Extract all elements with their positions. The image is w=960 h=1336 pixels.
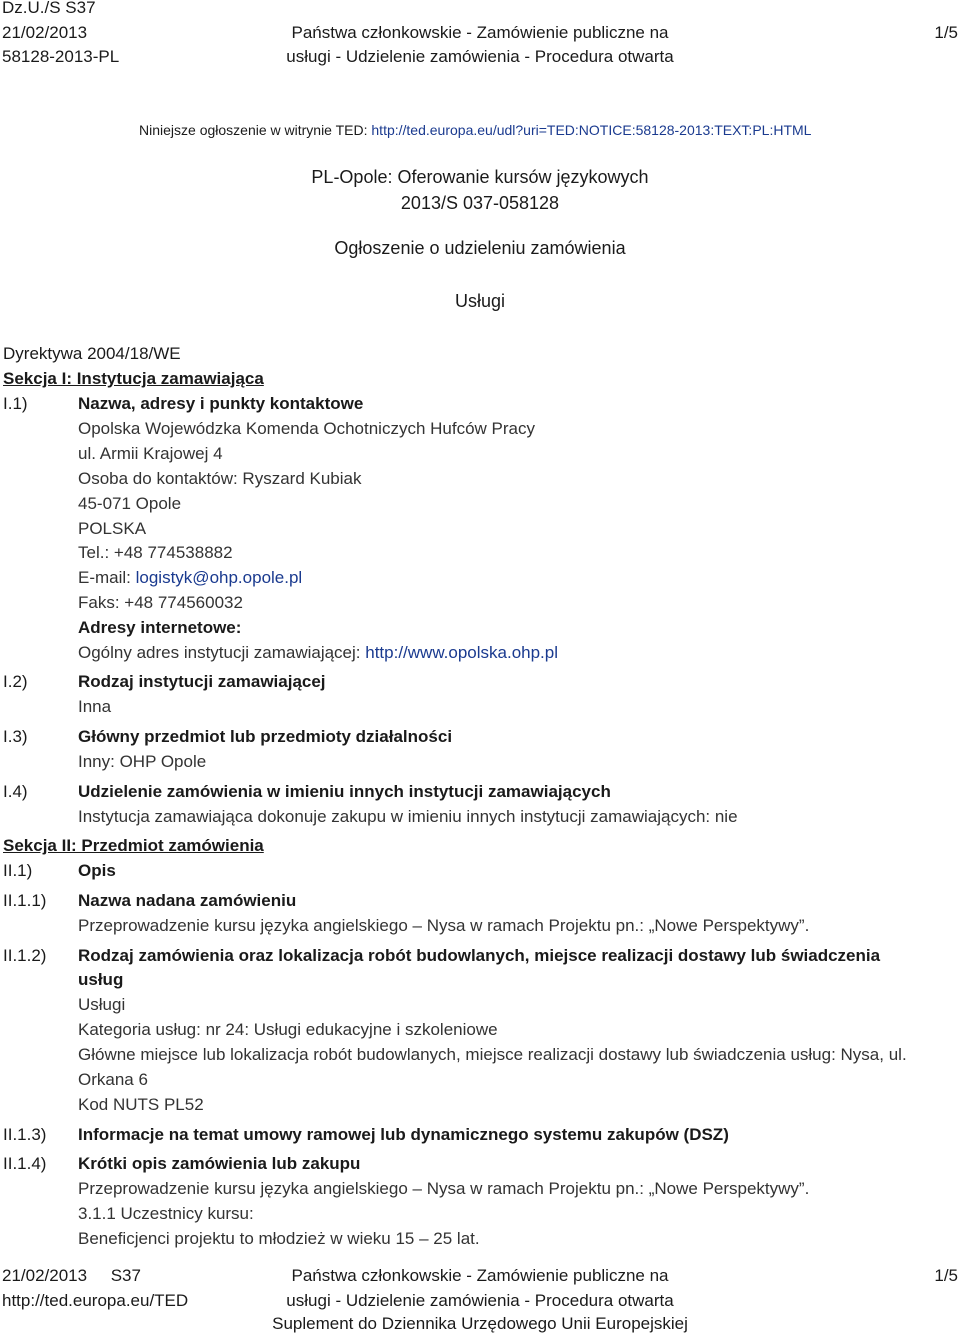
ii1-number: II.1) [3,861,33,880]
ii12-number: II.1.2) [3,946,47,965]
i1-number: I.1) [3,394,28,413]
authority-web-line [78,643,558,663]
header-notice-id: 58128-2013-PL [2,47,120,66]
i3-number: I.3) [3,727,28,746]
authority-country: POLSKA [78,519,147,538]
ii1-title: Opis [78,861,116,880]
authority-tel: Tel.: +48 774538882 [78,543,233,562]
ii12-title-line1: Rodzaj zamówienia oraz lokalizacja robót budowlanych, miejsce realizacji dostawy lub świadczenia [78,946,881,965]
authority-contact: Osoba do kontaktów: Ryszard Kubiak [78,469,362,488]
ii13-number: II.1.3) [3,1125,47,1144]
email-label: E-mail: [78,568,136,587]
ii11-number: II.1.1) [3,891,47,910]
ii12-location-line1: Główne miejsce lub lokalizacja robót budowlanych, miejsce realizacji dostawy lub świadczenia usług: Nysa, ul. [78,1045,907,1064]
footer-title-line2: usługi - Udzielenie zamówienia - Procedura otwarta [286,1291,674,1310]
ii12-nuts: Kod NUTS PL52 [78,1095,204,1114]
ted-notice-link[interactable]: http://ted.europa.eu/udl?uri=TED:NOTICE:58128-2013:TEXT:PL:HTML [371,122,812,138]
ii14-line3: Beneficjenci projektu to młodzież w wieku 15 – 25 lat. [78,1229,480,1248]
i4-title: Udzielenie zamówienia w imieniu innych instytucji zamawiających [78,782,611,801]
header-title-line2: usługi - Udzielenie zamówienia - Procedura otwarta [286,47,674,66]
web-label: Ogólny adres instytucji zamawiającej: [78,643,366,662]
ii11-title: Nazwa nadana zamówieniu [78,891,297,910]
ii13-title: Informacje na temat umowy ramowej lub dynamicznego systemu zakupów (DSZ) [78,1125,729,1144]
ii12-type: Usługi [78,995,126,1014]
authority-fax: Faks: +48 774560032 [78,593,243,612]
notice-category: Usługi [454,291,506,311]
ii12-location-line2: Orkana 6 [78,1070,148,1089]
intro-line [139,122,811,138]
i4-value: Instytucja zamawiająca dokonuje zakupu w imieniu innych instytucji zamawiających: nie [78,807,738,826]
notice-number: 2013/S 037-058128 [400,193,560,213]
i2-value: Inna [78,697,112,716]
footer-date-issue: 21/02/2013 S37 [2,1266,141,1285]
section-1-heading: Sekcja I: Instytucja zamawiająca [3,369,264,388]
header-journal: Dz.U./S S37 [2,0,96,17]
authority-name: Opolska Wojewódzka Komenda Ochotniczych Hufców Pracy [78,419,535,438]
i2-number: I.2) [3,672,28,691]
footer-title-line3: Suplement do Dziennika Urzędowego Unii Europejskiej [272,1314,688,1333]
ii14-line2: 3.1.1 Uczestnicy kursu: [78,1204,254,1223]
section-2-heading: Sekcja II: Przedmiot zamówienia [3,836,264,855]
i4-number: I.4) [3,782,28,801]
directive: Dyrektywa 2004/18/WE [3,344,181,363]
footer-page: 1/5 [934,1266,958,1285]
authority-street: ul. Armii Krajowej 4 [78,444,223,463]
email-link[interactable]: logistyk@ohp.opole.pl [135,568,303,587]
footer-title-line1: Państwa członkowskie - Zamówienie publiczne na [291,1266,669,1285]
i1-title: Nazwa, adresy i punkty kontaktowe [78,394,364,413]
ii12-category: Kategoria usług: nr 24: Usługi edukacyjne i szkoleniowe [78,1020,498,1039]
ii14-line1: Przeprowadzenie kursu języka angielskiego – Nysa w ramach Projektu pn.: „Nowe Perspektywy”. [78,1179,810,1198]
authority-city: 45-071 Opole [78,494,182,513]
notice-type: Ogłoszenie o udzieleniu zamówienia [334,238,626,258]
header-title-line1: Państwa członkowskie - Zamówienie publiczne na [291,23,669,42]
web-link[interactable]: http://www.opolska.ohp.pl [365,643,559,662]
web-heading: Adresy internetowe: [78,618,242,637]
intro-prefix: Niniejsze ogłoszenie w witrynie TED: [139,122,372,138]
ii12-title-line2: usług [78,970,124,989]
notice-title: PL-Opole: Oferowanie kursów językowych [311,167,649,187]
footer-url: http://ted.europa.eu/TED [2,1291,189,1310]
i3-title: Główny przedmiot lub przedmioty działalności [78,727,453,746]
authority-email-line [78,568,302,588]
ii14-number: II.1.4) [3,1154,47,1173]
ii11-value: Przeprowadzenie kursu języka angielskiego – Nysa w ramach Projektu pn.: „Nowe Perspektywy”. [78,916,810,935]
i3-value: Inny: OHP Opole [78,752,207,771]
ii14-title: Krótki opis zamówienia lub zakupu [78,1154,361,1173]
header-date: 21/02/2013 [2,23,88,42]
header-page: 1/5 [934,23,958,42]
i2-title: Rodzaj instytucji zamawiającej [78,672,326,691]
